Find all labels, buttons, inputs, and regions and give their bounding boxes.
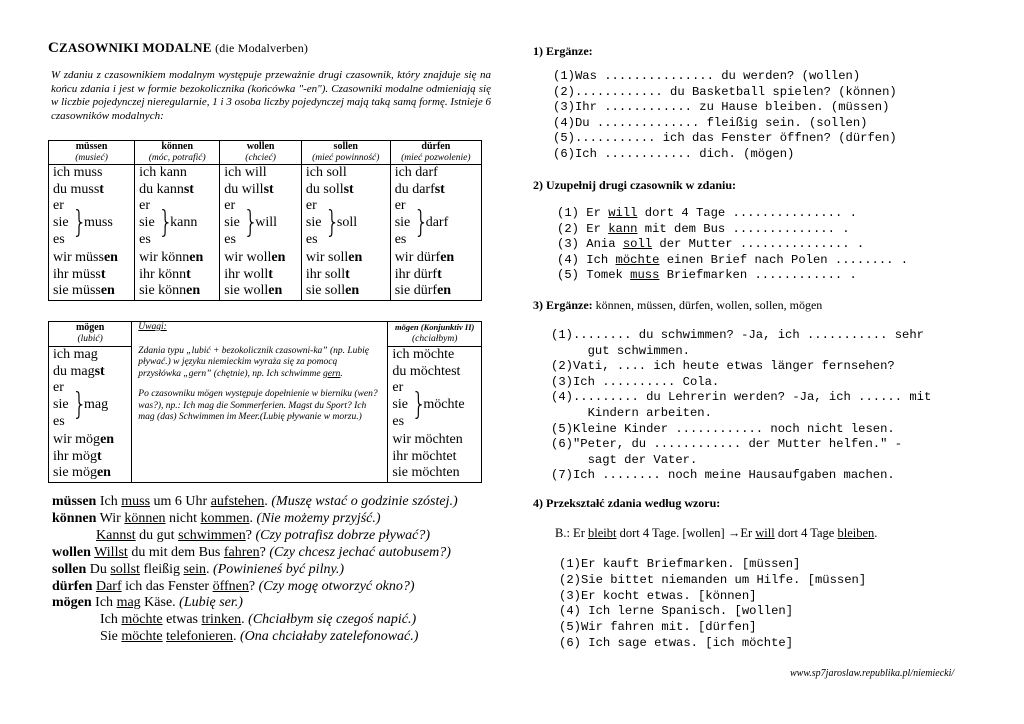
example-sentence: sollen Du sollst fleißig sein. (Powinieneś być pilny.) <box>52 561 345 577</box>
ex1-list <box>553 69 897 163</box>
footer-url: www.sp7jaroslaw.republika.pl/niemiecki/ <box>790 668 955 679</box>
ex2-list <box>557 206 908 284</box>
exercise-item: (6)Ich ............ dich. (mögen) <box>553 146 795 161</box>
ex3-title: 3) Ergänze: können, müssen, dürfen, wollen, sollen, mögen <box>533 298 823 312</box>
exercise-item: (7)Ich ........ noch meine Hausaufgaben machen. <box>551 468 895 483</box>
brace-icon: } <box>72 204 88 240</box>
brace-icon: } <box>324 204 341 240</box>
exercise-item: (5)Wir fahren mit. [dürfen] <box>559 620 757 635</box>
verb-header-3: sollen (mieć powinność) <box>301 141 390 165</box>
verb-conjugation-4: ich darf du darfst er sie es } darf wir dürfen ihr dürft sie dürfen <box>390 165 481 301</box>
verb-header-0: müssen (musieć) <box>49 141 135 165</box>
verb-conjugation-2: ich will du willst er sie es } will wir wollen ihr wollt sie wollen <box>220 165 302 301</box>
brace-icon: } <box>158 204 174 240</box>
moechte-column <box>388 322 482 483</box>
notes-title: Uwagi: <box>138 322 167 332</box>
exercise-item: sagt der Vater. <box>551 452 698 467</box>
moegen-conjugation: ich mag du magst er sie es } mag wir mögen ihr mögt sie mögen <box>53 347 115 481</box>
example-sentence: können Wir können nicht kommen. (Nie możemy przyjść.) <box>52 510 381 526</box>
exercise-item: (1) Er will dort 4 Tage ............... . <box>557 206 857 220</box>
intro-text: W zdaniu z czasownikiem modalnym występuje przeważnie drugi czasownik, który znajduje się na końcu zdania i jest w formie bezokolicznika (końcówka "-en"). Czasowniki modalne odmieniają się w liczbie pojedynczej nieregularnie, 1 i 3 osoba liczby pojedynczej mają taką samą formę. Istnieje 6 czasowników modalnych: <box>51 69 491 122</box>
moechte-header: mögen (Konjunktiv II) <box>395 322 475 332</box>
ex3-list <box>551 328 931 484</box>
moechte-meaning: (chciałbym) <box>412 334 458 344</box>
exercise-item: (1)........ du schwimmen? -Ja, ich ........... sehr <box>551 328 924 342</box>
exercise-item: (1)Er kauft Briefmarken. [müssen] <box>559 557 801 571</box>
exercise-item: (2)............ du Basketball spielen? (können) <box>553 84 897 99</box>
moegen-table <box>48 321 482 483</box>
ex4-list <box>559 557 866 652</box>
exercise-item: (5)........... ich das Fenster öffnen? (dürfen) <box>553 131 897 146</box>
ex4-model: B.: Er bleibt dort 4 Tage. [wollen] →Er will dort 4 Tage bleiben. <box>555 526 878 540</box>
moegen-meaning: (lubić) <box>77 334 103 344</box>
exercise-item: (6) Ich sage etwas. [ich möchte] <box>559 635 794 650</box>
exercise-item: (5) Tomek muss Briefmarken ............ . <box>557 268 857 283</box>
notes-box <box>132 322 388 483</box>
brace-icon: } <box>413 204 429 240</box>
exercise-item: Kindern arbeiten. <box>551 405 712 420</box>
exercise-item: (3)Er kocht etwas. [können] <box>559 588 757 603</box>
exercise-item: (6)"Peter, du ............ der Mutter helfen." - <box>551 437 903 452</box>
note-accusative: Po czasowniku mögen występuje dopełnienie w bierniku (wen? was?), np.: Ich mag die Sommerferien. Magst du Sport? Ich mag (das) Schwimmen im Meer.(Lubię pływanie w morzu.) <box>138 389 378 422</box>
exercise-item: (3)Ihr ............ zu Hause bleiben. (müssen) <box>553 100 890 115</box>
verb-conjugation-3: ich soll du sollst er sie es } soll wir sollen ihr sollt sie sollen <box>301 165 390 301</box>
example-sentence: dürfen Darf ich das Fenster öffnen? (Czy mogę otworzyć okno?) <box>52 578 415 594</box>
moegen-column <box>49 322 132 483</box>
moechte-conjugation: ich möchte du möchtest er sie es } möchte wir möchten ihr möchtet sie möchten <box>392 347 465 481</box>
page-title: CZASOWNIKI MODALNE (die Modalverben) <box>48 40 309 56</box>
exercise-item: (4) Ich lerne Spanisch. [wollen] <box>559 604 794 619</box>
exercise-item: (2) Er kann mit dem Bus .............. . <box>557 221 850 236</box>
brace-icon: } <box>243 204 259 240</box>
example-sentence: wollen Willst du mit dem Bus fahren? (Czy chcesz jechać autobusem?) <box>52 544 451 560</box>
ex2-title: 2) Uzupełnij drugi czasownik w zdaniu: <box>533 178 737 192</box>
moegen-header: mögen <box>75 322 105 333</box>
verb-conjugation-0: ich muss du musst er sie es } muss wir müssen ihr müsst sie müssen <box>49 165 135 301</box>
verb-header-2: wollen (chcieć) <box>220 141 302 165</box>
exercise-item: (5)Kleine Kinder ............ noch nicht lesen. <box>551 421 895 436</box>
exercise-item: (2)Vati, .... ich heute etwas länger fernsehen? <box>551 359 895 374</box>
example-sentence: müssen Ich muss um 6 Uhr aufstehen. (Muszę wstać o godzinie szóstej.) <box>52 494 458 509</box>
grammar-column <box>48 40 491 645</box>
exercise-item: (4) Ich möchte einen Brief nach Polen ........ . <box>557 252 909 267</box>
example-sentence: Ich möchte etwas trinken. (Chciałbym się czegoś napić.) <box>100 612 417 628</box>
example-sentence: Kannst du gut schwimmen? (Czy potrafisz dobrze pływać?) <box>96 527 431 543</box>
exercise-item: (3)Ich .......... Cola. <box>551 374 720 389</box>
exercise-item: (2)Sie bittet niemanden um Hilfe. [müssen] <box>559 572 867 587</box>
ex4-title: 4) Przekształć zdania według wzoru: <box>533 496 721 510</box>
brace-icon: } <box>411 386 427 422</box>
brace-icon: } <box>72 386 88 422</box>
modal-verbs-table <box>48 140 482 301</box>
verb-conjugation-1: ich kann du kannst er sie es } kann wir können ihr könnt sie können <box>135 165 220 301</box>
exercise-item: (1)Was ............... du werden? (wollen) <box>553 69 861 83</box>
example-sentences <box>52 494 492 646</box>
ex1-title: 1) Ergänze: <box>533 44 593 58</box>
note-gern: Zdania typu „lubić + bezokolicznik czasowni-ka” (np. Lubię pływać.) w języku niemieckim wyraża się za pomocą przysłówka „gern” (chętnie), np. Ich schwimme gern. <box>138 345 369 379</box>
exercise-item: gut schwimmen. <box>551 343 690 358</box>
example-sentence: mögen Ich mag Käse. (Lubię ser.) <box>52 595 243 611</box>
example-sentence: Sie möchte telefonieren. (Ona chciałaby zatelefonować.) <box>100 629 419 645</box>
verb-header-4: dürfen (mieć pozwolenie) <box>390 141 481 165</box>
exercise-item: (4)Du .............. fleißig sein. (sollen) <box>553 115 868 130</box>
exercise-item: (4)......... du Lehrerin werden? -Ja, ich ...... mit <box>551 390 932 405</box>
exercise-item: (3) Ania soll der Mutter ............... . <box>557 237 865 252</box>
verb-header-1: können (móc, potrafić) <box>135 141 220 165</box>
